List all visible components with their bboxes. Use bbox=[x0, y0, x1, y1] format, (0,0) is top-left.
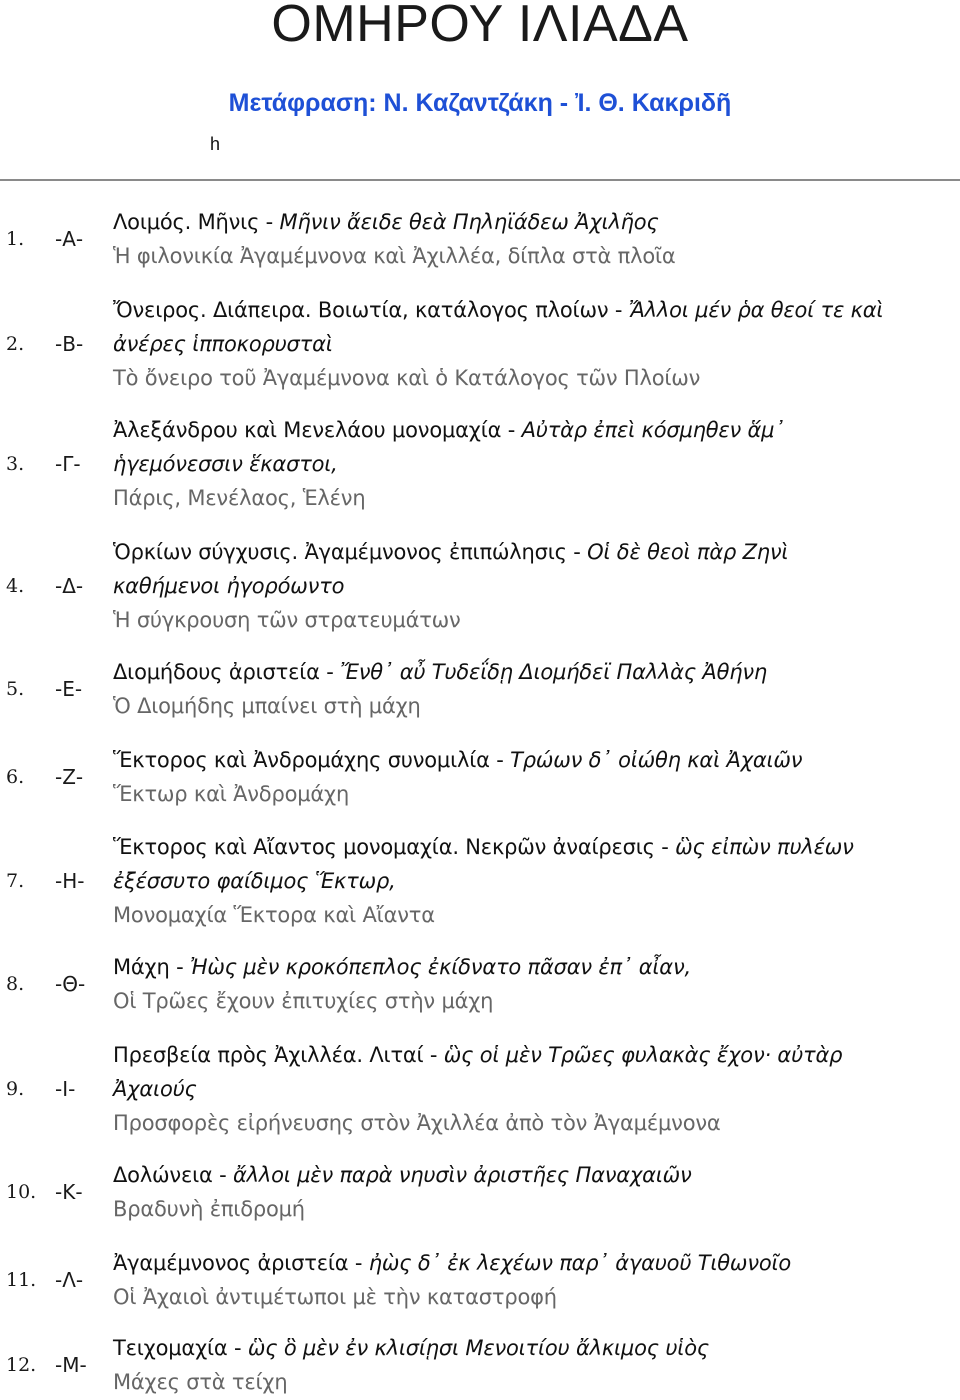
book-title-line bbox=[113, 1158, 960, 1192]
book-entry-8 bbox=[0, 950, 960, 1018]
book-entry-9 bbox=[0, 1038, 960, 1140]
opening-verse-continued: καθήμενοι ἠγορόωντο bbox=[113, 574, 345, 598]
book-heading: Ὁρκίων σύγχυσις. Ἀγαμέμνονος ἐπιπώλησις - bbox=[113, 540, 581, 564]
book-title-line bbox=[113, 413, 960, 447]
book-summary: Ἡ σύγκρουση τῶν στρατευμάτων bbox=[113, 608, 461, 632]
opening-verse: ἠὼς δ᾽ ἐκ λεχέων παρ᾽ ἀγαυοῦ Τιθωνοῖο bbox=[368, 1251, 792, 1275]
book-heading: Ἕκτορος καὶ Ἀνδρομάχης συνομιλία - bbox=[113, 748, 504, 772]
book-text bbox=[113, 205, 960, 273]
book-letter: -Κ- bbox=[55, 1180, 83, 1204]
book-title-line bbox=[113, 1331, 960, 1365]
book-number: 2. bbox=[6, 333, 25, 355]
book-heading: Ἀλεξάνδρου καὶ Μενελάου μονομαχία - bbox=[113, 418, 516, 442]
book-summary: Πάρις, Μενέλαος, Ἑλένη bbox=[113, 486, 366, 510]
book-number: 1. bbox=[6, 228, 25, 250]
book-summary: Οἱ Ἀχαιοὶ ἀντιμέτωποι μὲ τὴν καταστροφή bbox=[113, 1285, 557, 1309]
book-heading: Ὄνειρος. Διάπειρα. Βοιωτία, κατάλογος πλοίων - bbox=[113, 298, 623, 322]
book-summary: Προσφορὲς εἰρήνευσης στὸν Ἀχιλλέα ἀπὸ τὸν Ἀγαμέμνονα bbox=[113, 1111, 721, 1135]
book-summary: Μάχες στὰ τείχη bbox=[113, 1370, 288, 1394]
opening-verse: ἄλλοι μὲν παρὰ νηυσὶν ἀριστῆες Παναχαιῶν bbox=[233, 1163, 692, 1187]
book-heading: Ἀγαμέμνονος ἀριστεία - bbox=[113, 1251, 363, 1275]
opening-verse-continued: Ἀχαιούς bbox=[113, 1077, 197, 1101]
book-summary: Ἡ φιλονικία Ἀγαμέμνονα καὶ Ἀχιλλέα, δίπλα στὰ πλοῖα bbox=[113, 244, 676, 268]
book-entry-11 bbox=[0, 1246, 960, 1314]
book-heading: Λοιμός. Μῆνις - bbox=[113, 210, 274, 234]
book-number: 4. bbox=[6, 575, 25, 597]
book-text bbox=[113, 293, 960, 395]
book-letter: -Ζ- bbox=[55, 765, 84, 789]
book-text bbox=[113, 1038, 960, 1140]
translation-credit: Μετάφραση: Ν. Καζαντζάκη - Ἰ. Θ. Κακριδῆ bbox=[228, 89, 732, 117]
book-summary: Μονομαχία Ἕκτορα καὶ Αἴαντα bbox=[113, 903, 435, 927]
book-title-line bbox=[113, 743, 960, 777]
book-summary: Βραδυνὴ ἐπιδρομή bbox=[113, 1197, 305, 1221]
book-text bbox=[113, 830, 960, 932]
book-title-line bbox=[113, 655, 960, 689]
book-letter: -Α- bbox=[55, 227, 84, 251]
book-title-line bbox=[113, 293, 960, 327]
book-entry-5 bbox=[0, 655, 960, 723]
book-letter: -Λ- bbox=[55, 1268, 84, 1292]
opening-verse: ὣς οἱ μὲν Τρῶες φυλακὰς ἔχον· αὐτὰρ bbox=[443, 1043, 843, 1067]
book-summary: Ἕκτωρ καὶ Ἀνδρομάχη bbox=[113, 782, 350, 806]
opening-verse: Ἔνθ᾽ αὖ Τυδεΐδῃ Διομήδεϊ Παλλὰς Ἀθήνη bbox=[340, 660, 767, 684]
book-letter: -Ι- bbox=[55, 1077, 76, 1101]
book-text bbox=[113, 655, 960, 723]
book-heading: Μάχη - bbox=[113, 955, 184, 979]
book-text bbox=[113, 1246, 960, 1314]
book-heading: Τειχομαχία - bbox=[113, 1336, 242, 1360]
book-text bbox=[113, 743, 960, 811]
book-entry-12 bbox=[0, 1331, 960, 1399]
book-text bbox=[113, 1331, 960, 1399]
opening-verse-continued: ἀνέρες ἱπποκορυσταὶ bbox=[113, 332, 333, 356]
book-number: 5. bbox=[6, 678, 25, 700]
stray-mark: h bbox=[210, 134, 221, 154]
book-title-line bbox=[113, 1038, 960, 1072]
opening-verse: Αὐτὰρ ἐπεὶ κόσμηθεν ἅμ᾽ bbox=[521, 418, 785, 442]
header-divider bbox=[0, 179, 960, 181]
book-letter: -Ε- bbox=[55, 677, 83, 701]
book-entry-1 bbox=[0, 205, 960, 273]
book-letter: -Γ- bbox=[55, 452, 81, 476]
book-number: 10. bbox=[6, 1181, 37, 1203]
book-number: 7. bbox=[6, 870, 25, 892]
book-letter: -Β- bbox=[55, 332, 84, 356]
book-text bbox=[113, 535, 960, 637]
book-entry-3 bbox=[0, 413, 960, 515]
opening-verse: Ἄλλοι μέν ῥα θεοί τε καὶ bbox=[628, 298, 884, 322]
book-title-line bbox=[113, 535, 960, 569]
book-letter: -Θ- bbox=[55, 972, 86, 996]
book-title-line bbox=[113, 950, 960, 984]
opening-verse: Τρώων δ᾽ οἰώθη καὶ Ἀχαιῶν bbox=[510, 748, 803, 772]
book-text bbox=[113, 1158, 960, 1226]
book-letter: -Η- bbox=[55, 869, 85, 893]
book-title-line bbox=[113, 1246, 960, 1280]
book-summary: Οἱ Τρῶες ἔχουν ἐπιτυχίες στὴν μάχη bbox=[113, 989, 494, 1013]
book-number: 12. bbox=[6, 1354, 37, 1376]
opening-verse: Μῆνιν ἄειδε θεὰ Πηληϊάδεω Ἀχιλῆος bbox=[279, 210, 659, 234]
opening-verse-continued: ἐξέσσυτο φαίδιμος Ἕκτωρ, bbox=[113, 869, 396, 893]
book-number: 8. bbox=[6, 973, 25, 995]
book-number: 9. bbox=[6, 1078, 25, 1100]
book-text bbox=[113, 950, 960, 1018]
opening-verse-continued: ἡγεμόνεσσιν ἕκαστοι, bbox=[113, 452, 338, 476]
opening-verse: Ἠὼς μὲν κροκόπεπλος ἐκίδνατο πᾶσαν ἐπ᾽ αἶαν, bbox=[189, 955, 691, 979]
book-letter: -Δ- bbox=[55, 574, 84, 598]
book-entry-4 bbox=[0, 535, 960, 637]
opening-verse: ὣς ὃ μὲν ἐν κλισίῃσι Μενοιτίου ἄλκιμος υἱὸς bbox=[247, 1336, 709, 1360]
book-heading: Πρεσβεία πρὸς Ἀχιλλέα. Λιταί - bbox=[113, 1043, 438, 1067]
book-entry-10 bbox=[0, 1158, 960, 1226]
book-entry-2 bbox=[0, 293, 960, 395]
book-number: 11. bbox=[6, 1269, 37, 1291]
book-entry-6 bbox=[0, 743, 960, 811]
book-number: 3. bbox=[6, 453, 25, 475]
book-summary: Ὁ Διομήδης μπαίνει στὴ μάχη bbox=[113, 694, 421, 718]
book-heading: Δολώνεια - bbox=[113, 1163, 227, 1187]
book-title-line bbox=[113, 830, 960, 864]
book-summary: Τὸ ὄνειρο τοῦ Ἀγαμέμνονα καὶ ὁ Κατάλογος τῶν Πλοίων bbox=[113, 366, 701, 390]
book-heading: Ἕκτορος καὶ Αἴαντος μονομαχία. Νεκρῶν ἀναίρεσις - bbox=[113, 835, 669, 859]
book-number: 6. bbox=[6, 766, 25, 788]
book-text bbox=[113, 413, 960, 515]
book-heading: Διομήδους ἀριστεία - bbox=[113, 660, 334, 684]
book-letter: -Μ- bbox=[55, 1353, 87, 1377]
opening-verse: Οἱ δὲ θεοὶ πὰρ Ζηνὶ bbox=[587, 540, 789, 564]
book-entry-7 bbox=[0, 830, 960, 932]
opening-verse: ὣς εἰπὼν πυλέων bbox=[675, 835, 854, 859]
page-title: ΟΜΗΡΟΥ ΙΛΙΑΔΑ bbox=[271, 0, 689, 53]
book-title-line bbox=[113, 205, 960, 239]
